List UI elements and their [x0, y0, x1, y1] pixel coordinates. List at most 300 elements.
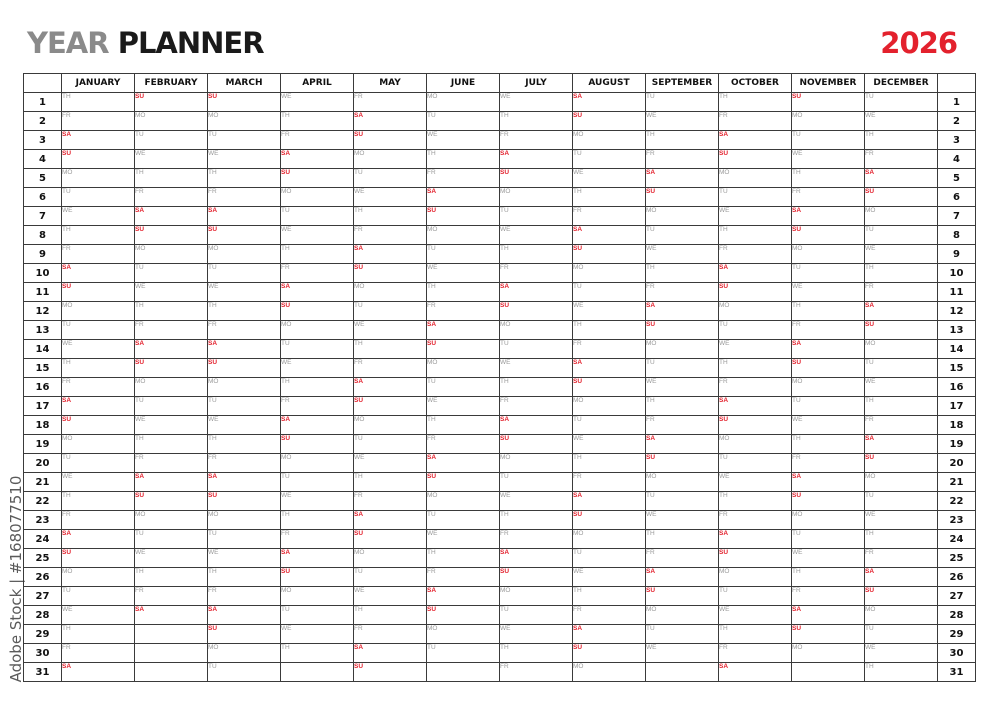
day-cell[interactable]: MO [646, 473, 719, 492]
day-cell[interactable]: SU [135, 93, 208, 112]
day-cell[interactable]: TH [208, 435, 281, 454]
day-cell[interactable]: TU [719, 587, 792, 606]
day-cell[interactable]: TH [865, 131, 938, 150]
day-cell[interactable]: WE [354, 454, 427, 473]
day-cell[interactable]: TH [427, 150, 500, 169]
day-cell[interactable]: TH [354, 473, 427, 492]
day-cell[interactable]: TH [719, 359, 792, 378]
day-cell[interactable]: MO [865, 473, 938, 492]
day-cell[interactable]: FR [573, 340, 646, 359]
day-cell[interactable]: SA [281, 150, 354, 169]
day-cell[interactable]: SU [719, 416, 792, 435]
day-cell[interactable]: WE [500, 359, 573, 378]
day-cell[interactable]: SU [354, 131, 427, 150]
day-cell[interactable]: TH [719, 226, 792, 245]
day-cell[interactable]: SA [573, 625, 646, 644]
day-cell[interactable]: SU [719, 283, 792, 302]
day-cell[interactable]: MO [208, 644, 281, 663]
day-cell[interactable]: TH [719, 93, 792, 112]
day-cell[interactable]: TU [427, 511, 500, 530]
day-cell[interactable]: WE [135, 283, 208, 302]
day-cell[interactable]: FR [500, 397, 573, 416]
day-cell[interactable]: MO [573, 530, 646, 549]
day-cell[interactable]: TU [354, 169, 427, 188]
day-cell[interactable]: SA [427, 321, 500, 340]
day-cell[interactable]: SU [208, 492, 281, 511]
day-cell[interactable]: SU [62, 150, 135, 169]
day-cell[interactable]: WE [135, 416, 208, 435]
day-cell[interactable]: MO [646, 207, 719, 226]
day-cell[interactable] [135, 625, 208, 644]
day-cell[interactable]: SU [500, 435, 573, 454]
day-cell[interactable]: SU [208, 93, 281, 112]
day-cell[interactable]: SA [135, 207, 208, 226]
day-cell[interactable]: TH [500, 378, 573, 397]
day-cell[interactable]: WE [427, 397, 500, 416]
day-cell[interactable]: SA [573, 492, 646, 511]
day-cell[interactable]: MO [62, 568, 135, 587]
day-cell[interactable]: WE [281, 359, 354, 378]
day-cell[interactable]: MO [281, 454, 354, 473]
day-cell[interactable]: MO [354, 549, 427, 568]
day-cell[interactable]: WE [500, 625, 573, 644]
day-cell[interactable]: TH [62, 93, 135, 112]
day-cell[interactable]: MO [719, 435, 792, 454]
day-cell[interactable]: WE [646, 245, 719, 264]
day-cell[interactable]: TU [135, 131, 208, 150]
day-cell[interactable]: WE [865, 511, 938, 530]
day-cell[interactable]: SA [792, 606, 865, 625]
day-cell[interactable]: FR [792, 321, 865, 340]
day-cell[interactable] [646, 663, 719, 682]
day-cell[interactable]: SU [865, 188, 938, 207]
day-cell[interactable]: WE [354, 321, 427, 340]
day-cell[interactable]: TH [281, 245, 354, 264]
day-cell[interactable]: TU [208, 397, 281, 416]
day-cell[interactable]: FR [573, 473, 646, 492]
day-cell[interactable]: TU [427, 112, 500, 131]
day-cell[interactable]: SA [646, 568, 719, 587]
day-cell[interactable]: TH [573, 454, 646, 473]
day-cell[interactable]: SA [281, 283, 354, 302]
day-cell[interactable]: FR [646, 283, 719, 302]
day-cell[interactable]: FR [500, 264, 573, 283]
day-cell[interactable]: SU [646, 321, 719, 340]
day-cell[interactable]: SU [646, 188, 719, 207]
day-cell[interactable]: TH [135, 568, 208, 587]
day-cell[interactable]: MO [719, 302, 792, 321]
day-cell[interactable]: TU [865, 625, 938, 644]
day-cell[interactable]: WE [865, 112, 938, 131]
day-cell[interactable]: WE [427, 264, 500, 283]
day-cell[interactable]: TH [865, 397, 938, 416]
day-cell[interactable]: SU [281, 169, 354, 188]
day-cell[interactable]: FR [135, 188, 208, 207]
day-cell[interactable]: TU [281, 606, 354, 625]
day-cell[interactable]: SA [865, 169, 938, 188]
day-cell[interactable]: TU [500, 340, 573, 359]
day-cell[interactable]: TU [646, 359, 719, 378]
day-cell[interactable]: TH [208, 302, 281, 321]
day-cell[interactable]: FR [646, 150, 719, 169]
day-cell[interactable]: SU [646, 587, 719, 606]
day-cell[interactable]: WE [208, 150, 281, 169]
day-cell[interactable]: FR [865, 549, 938, 568]
day-cell[interactable]: SU [62, 549, 135, 568]
day-cell[interactable]: SU [354, 663, 427, 682]
day-cell[interactable]: SA [500, 150, 573, 169]
day-cell[interactable]: FR [500, 663, 573, 682]
day-cell[interactable]: TU [281, 340, 354, 359]
day-cell[interactable]: WE [573, 435, 646, 454]
day-cell[interactable]: TH [208, 568, 281, 587]
day-cell[interactable]: WE [792, 150, 865, 169]
day-cell[interactable]: TU [354, 568, 427, 587]
day-cell[interactable]: MO [135, 112, 208, 131]
day-cell[interactable] [135, 644, 208, 663]
day-cell[interactable]: SA [865, 302, 938, 321]
day-cell[interactable]: MO [354, 283, 427, 302]
day-cell[interactable]: WE [281, 226, 354, 245]
day-cell[interactable]: TU [62, 454, 135, 473]
day-cell[interactable]: MO [792, 511, 865, 530]
day-cell[interactable]: WE [281, 93, 354, 112]
day-cell[interactable]: SU [354, 264, 427, 283]
day-cell[interactable]: SA [354, 511, 427, 530]
day-cell[interactable]: SU [792, 93, 865, 112]
day-cell[interactable]: WE [500, 93, 573, 112]
day-cell[interactable]: WE [719, 207, 792, 226]
day-cell[interactable]: WE [573, 302, 646, 321]
day-cell[interactable]: MO [427, 625, 500, 644]
day-cell[interactable]: FR [62, 644, 135, 663]
day-cell[interactable]: TU [500, 207, 573, 226]
day-cell[interactable]: SA [208, 207, 281, 226]
day-cell[interactable]: SA [500, 549, 573, 568]
day-cell[interactable] [135, 663, 208, 682]
day-cell[interactable]: SA [792, 207, 865, 226]
day-cell[interactable]: WE [719, 606, 792, 625]
day-cell[interactable]: SU [427, 473, 500, 492]
day-cell[interactable]: SA [573, 93, 646, 112]
day-cell[interactable]: SA [427, 454, 500, 473]
day-cell[interactable]: TH [792, 435, 865, 454]
day-cell[interactable]: SU [427, 207, 500, 226]
day-cell[interactable]: TU [354, 302, 427, 321]
day-cell[interactable]: FR [719, 245, 792, 264]
day-cell[interactable]: FR [719, 644, 792, 663]
day-cell[interactable]: MO [865, 606, 938, 625]
day-cell[interactable]: SU [427, 606, 500, 625]
day-cell[interactable]: SU [865, 587, 938, 606]
day-cell[interactable]: TH [62, 359, 135, 378]
day-cell[interactable]: SA [646, 435, 719, 454]
day-cell[interactable]: TU [573, 150, 646, 169]
day-cell[interactable]: TH [792, 568, 865, 587]
day-cell[interactable]: TH [427, 549, 500, 568]
day-cell[interactable]: MO [646, 606, 719, 625]
day-cell[interactable]: SA [719, 530, 792, 549]
day-cell[interactable]: TH [135, 435, 208, 454]
day-cell[interactable]: TH [500, 511, 573, 530]
day-cell[interactable]: MO [500, 321, 573, 340]
day-cell[interactable]: MO [354, 150, 427, 169]
day-cell[interactable]: TH [281, 112, 354, 131]
day-cell[interactable]: WE [354, 587, 427, 606]
day-cell[interactable]: WE [62, 606, 135, 625]
day-cell[interactable]: SU [792, 226, 865, 245]
day-cell[interactable]: SU [354, 530, 427, 549]
day-cell[interactable]: TU [500, 473, 573, 492]
day-cell[interactable]: TU [135, 530, 208, 549]
day-cell[interactable]: TU [281, 207, 354, 226]
day-cell[interactable]: SU [208, 625, 281, 644]
day-cell[interactable]: TH [792, 169, 865, 188]
day-cell[interactable]: TU [62, 321, 135, 340]
day-cell[interactable]: TH [719, 625, 792, 644]
day-cell[interactable]: FR [281, 530, 354, 549]
day-cell[interactable]: FR [208, 188, 281, 207]
day-cell[interactable]: SA [62, 131, 135, 150]
day-cell[interactable]: WE [573, 568, 646, 587]
day-cell[interactable]: WE [62, 340, 135, 359]
day-cell[interactable]: TH [865, 663, 938, 682]
day-cell[interactable]: SU [500, 169, 573, 188]
day-cell[interactable]: SU [500, 302, 573, 321]
day-cell[interactable]: MO [865, 207, 938, 226]
day-cell[interactable]: WE [792, 416, 865, 435]
day-cell[interactable]: MO [573, 397, 646, 416]
day-cell[interactable]: FR [354, 226, 427, 245]
day-cell[interactable]: WE [62, 473, 135, 492]
day-cell[interactable]: SA [354, 245, 427, 264]
day-cell[interactable]: TH [208, 169, 281, 188]
day-cell[interactable]: TU [573, 283, 646, 302]
day-cell[interactable]: MO [719, 169, 792, 188]
day-cell[interactable]: FR [427, 302, 500, 321]
day-cell[interactable]: TU [500, 606, 573, 625]
day-cell[interactable]: TH [646, 397, 719, 416]
day-cell[interactable]: MO [427, 492, 500, 511]
day-cell[interactable]: MO [427, 226, 500, 245]
day-cell[interactable]: SA [62, 397, 135, 416]
day-cell[interactable]: MO [62, 169, 135, 188]
day-cell[interactable]: TH [865, 264, 938, 283]
day-cell[interactable]: SU [865, 454, 938, 473]
day-cell[interactable]: SA [281, 416, 354, 435]
day-cell[interactable]: FR [135, 454, 208, 473]
day-cell[interactable]: MO [573, 131, 646, 150]
day-cell[interactable]: FR [208, 321, 281, 340]
day-cell[interactable]: TU [792, 530, 865, 549]
day-cell[interactable]: TH [281, 511, 354, 530]
day-cell[interactable]: FR [646, 549, 719, 568]
day-cell[interactable]: SA [792, 473, 865, 492]
day-cell[interactable]: SA [354, 644, 427, 663]
day-cell[interactable]: MO [719, 568, 792, 587]
day-cell[interactable]: MO [573, 663, 646, 682]
day-cell[interactable]: SU [135, 226, 208, 245]
day-cell[interactable]: TH [500, 112, 573, 131]
day-cell[interactable]: SA [427, 587, 500, 606]
day-cell[interactable]: SA [62, 663, 135, 682]
day-cell[interactable]: FR [719, 378, 792, 397]
day-cell[interactable]: TH [427, 416, 500, 435]
day-cell[interactable]: TU [865, 226, 938, 245]
day-cell[interactable]: FR [62, 378, 135, 397]
day-cell[interactable]: MO [135, 378, 208, 397]
day-cell[interactable]: MO [62, 302, 135, 321]
day-cell[interactable]: TH [135, 302, 208, 321]
day-cell[interactable]: FR [135, 321, 208, 340]
day-cell[interactable]: MO [281, 321, 354, 340]
day-cell[interactable]: WE [281, 492, 354, 511]
day-cell[interactable]: TU [62, 188, 135, 207]
day-cell[interactable]: MO [62, 435, 135, 454]
day-cell[interactable]: SU [208, 359, 281, 378]
day-cell[interactable]: MO [281, 188, 354, 207]
day-cell[interactable]: FR [865, 416, 938, 435]
day-cell[interactable]: SA [500, 416, 573, 435]
day-cell[interactable]: TH [281, 644, 354, 663]
day-cell[interactable]: FR [792, 188, 865, 207]
day-cell[interactable]: TU [208, 530, 281, 549]
day-cell[interactable]: MO [865, 340, 938, 359]
day-cell[interactable]: TU [865, 93, 938, 112]
day-cell[interactable]: TU [208, 131, 281, 150]
day-cell[interactable]: MO [208, 112, 281, 131]
day-cell[interactable]: FR [62, 245, 135, 264]
day-cell[interactable]: SA [135, 340, 208, 359]
day-cell[interactable]: TU [792, 131, 865, 150]
day-cell[interactable]: TU [62, 587, 135, 606]
day-cell[interactable]: TU [135, 397, 208, 416]
day-cell[interactable]: SU [865, 321, 938, 340]
day-cell[interactable]: FR [62, 112, 135, 131]
day-cell[interactable]: SA [135, 473, 208, 492]
day-cell[interactable]: SU [792, 359, 865, 378]
day-cell[interactable]: SU [792, 492, 865, 511]
day-cell[interactable]: SA [646, 302, 719, 321]
day-cell[interactable]: MO [135, 245, 208, 264]
day-cell[interactable]: SA [354, 112, 427, 131]
day-cell[interactable]: WE [354, 188, 427, 207]
day-cell[interactable]: SU [719, 549, 792, 568]
day-cell[interactable]: SA [573, 359, 646, 378]
day-cell[interactable]: WE [62, 207, 135, 226]
day-cell[interactable]: MO [135, 511, 208, 530]
day-cell[interactable]: TH [646, 264, 719, 283]
day-cell[interactable]: TH [354, 606, 427, 625]
day-cell[interactable]: SA [354, 378, 427, 397]
day-cell[interactable]: TU [427, 245, 500, 264]
day-cell[interactable]: WE [135, 549, 208, 568]
day-cell[interactable]: FR [281, 397, 354, 416]
day-cell[interactable]: WE [281, 625, 354, 644]
day-cell[interactable]: TU [792, 397, 865, 416]
day-cell[interactable]: SA [719, 663, 792, 682]
day-cell[interactable]: FR [792, 587, 865, 606]
day-cell[interactable]: SA [208, 606, 281, 625]
day-cell[interactable]: WE [573, 169, 646, 188]
day-cell[interactable]: SA [427, 188, 500, 207]
day-cell[interactable]: SA [62, 264, 135, 283]
day-cell[interactable]: WE [646, 644, 719, 663]
day-cell[interactable]: TH [354, 207, 427, 226]
day-cell[interactable]: WE [208, 416, 281, 435]
day-cell[interactable]: FR [354, 93, 427, 112]
day-cell[interactable]: WE [865, 245, 938, 264]
day-cell[interactable]: SU [500, 568, 573, 587]
day-cell[interactable]: SA [865, 568, 938, 587]
day-cell[interactable]: MO [427, 359, 500, 378]
day-cell[interactable]: TU [646, 93, 719, 112]
day-cell[interactable]: MO [573, 264, 646, 283]
day-cell[interactable]: TH [354, 340, 427, 359]
day-cell[interactable]: TU [792, 264, 865, 283]
day-cell[interactable]: WE [865, 378, 938, 397]
day-cell[interactable]: TU [427, 378, 500, 397]
day-cell[interactable]: TU [573, 416, 646, 435]
day-cell[interactable]: MO [208, 378, 281, 397]
day-cell[interactable]: TH [500, 644, 573, 663]
day-cell[interactable]: MO [792, 378, 865, 397]
day-cell[interactable]: TU [135, 264, 208, 283]
day-cell[interactable]: FR [865, 283, 938, 302]
day-cell[interactable]: SA [573, 226, 646, 245]
day-cell[interactable]: SA [135, 606, 208, 625]
day-cell[interactable]: FR [281, 131, 354, 150]
day-cell[interactable]: TU [646, 625, 719, 644]
day-cell[interactable]: FR [500, 131, 573, 150]
day-cell[interactable]: FR [62, 511, 135, 530]
day-cell[interactable]: FR [427, 169, 500, 188]
day-cell[interactable]: FR [792, 454, 865, 473]
day-cell[interactable]: TH [427, 283, 500, 302]
day-cell[interactable]: SU [208, 226, 281, 245]
day-cell[interactable]: WE [500, 492, 573, 511]
day-cell[interactable]: SA [62, 530, 135, 549]
day-cell[interactable]: TH [646, 530, 719, 549]
day-cell[interactable]: MO [208, 245, 281, 264]
day-cell[interactable]: MO [500, 454, 573, 473]
day-cell[interactable]: SA [792, 340, 865, 359]
day-cell[interactable]: TU [646, 226, 719, 245]
day-cell[interactable]: WE [646, 511, 719, 530]
day-cell[interactable]: SU [62, 283, 135, 302]
day-cell[interactable]: TU [208, 264, 281, 283]
day-cell[interactable]: SU [792, 625, 865, 644]
day-cell[interactable]: FR [865, 150, 938, 169]
day-cell[interactable]: TH [62, 492, 135, 511]
day-cell[interactable]: SU [281, 435, 354, 454]
day-cell[interactable]: SU [62, 416, 135, 435]
day-cell[interactable]: FR [500, 530, 573, 549]
day-cell[interactable]: SA [865, 435, 938, 454]
day-cell[interactable]: TU [573, 549, 646, 568]
day-cell[interactable] [427, 663, 500, 682]
day-cell[interactable]: WE [865, 644, 938, 663]
day-cell[interactable]: FR [208, 454, 281, 473]
day-cell[interactable]: FR [208, 587, 281, 606]
day-cell[interactable]: FR [281, 264, 354, 283]
day-cell[interactable]: SU [573, 644, 646, 663]
day-cell[interactable]: TU [719, 321, 792, 340]
day-cell[interactable]: FR [719, 511, 792, 530]
day-cell[interactable]: MO [354, 416, 427, 435]
day-cell[interactable]: MO [281, 587, 354, 606]
day-cell[interactable]: TU [646, 492, 719, 511]
